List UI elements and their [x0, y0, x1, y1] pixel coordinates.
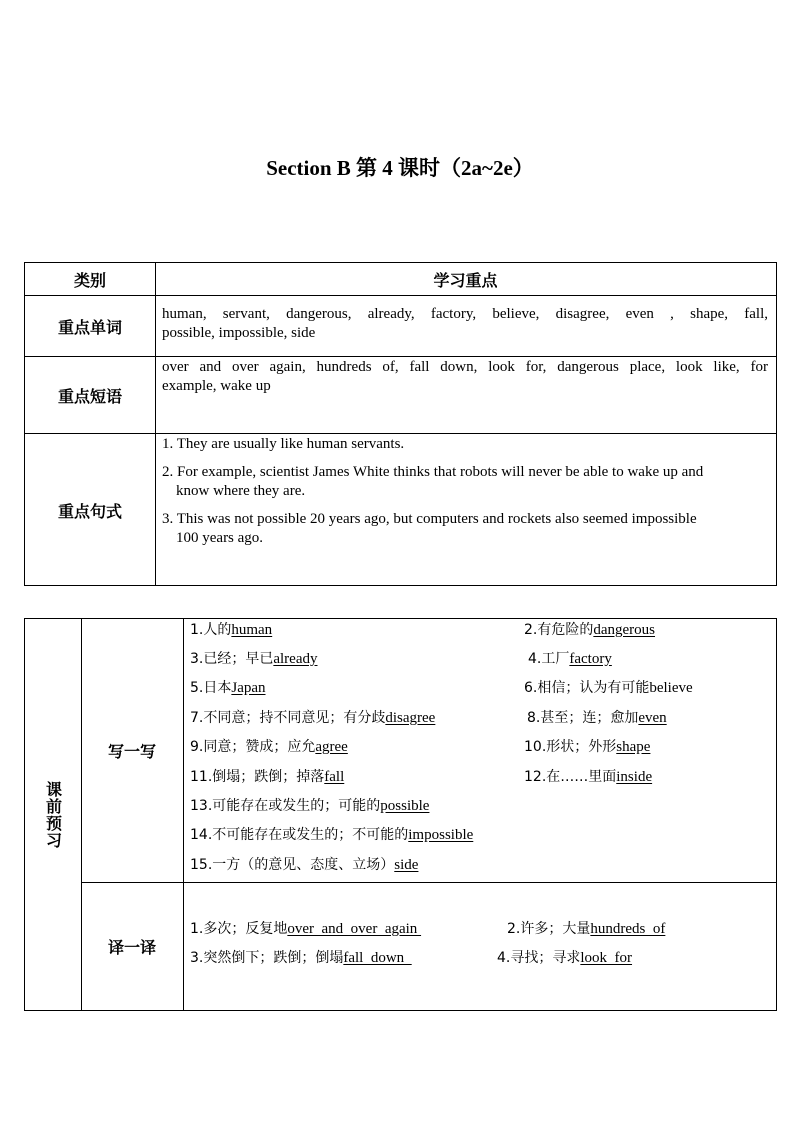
write-item-13 — [190, 797, 429, 815]
key-sentences-label: 重点句式 — [57, 501, 122, 521]
write-item-11 — [190, 768, 344, 786]
write-item-answer: disagree — [385, 710, 436, 726]
write-item-prompt: 3.已经；早已 — [190, 651, 274, 667]
write-item-answer: even — [638, 710, 667, 726]
key-phrases-line: example, wake up — [162, 378, 271, 394]
write-item-answer: Japan — [231, 680, 266, 696]
key-words-content — [162, 305, 768, 343]
translate-item-3 — [190, 949, 412, 967]
write-item-prompt: 15.一方（的意见、态度、立场） — [190, 857, 395, 873]
write-item-prompt: 12.在……里面 — [524, 769, 617, 785]
translate-item-prompt: 3.突然倒下；跌倒；倒塌 — [190, 950, 344, 966]
write-item-answer: already — [273, 651, 318, 667]
write-item-answer: shape — [616, 739, 651, 755]
study-focus-table — [24, 262, 777, 586]
write-item-prompt: 13.可能存在或发生的；可能的 — [190, 798, 381, 814]
key-phrases-label: 重点短语 — [57, 386, 122, 406]
column-divider — [183, 619, 184, 1010]
write-item-answer: side — [394, 857, 419, 873]
write-item-answer: factory — [569, 651, 612, 667]
write-item-14 — [190, 826, 473, 844]
write-item-answer: possible — [380, 798, 430, 814]
translate-item-answer: hundreds of — [590, 921, 666, 937]
preview-side-label-text: 课前预习 — [43, 780, 63, 849]
sentence-3 — [162, 510, 766, 548]
sentence-3-line: 100 years ago. — [176, 530, 264, 546]
write-item-answer: impossible — [408, 827, 474, 843]
write-item-prompt: 2.有危险的 — [524, 622, 594, 638]
write-item-5 — [190, 679, 266, 697]
write-item-2 — [524, 621, 655, 639]
header-focus: 学习重点 — [433, 270, 498, 290]
write-item-prompt: 7.不同意；持不同意见；有分歧 — [190, 710, 386, 726]
write-item-10 — [524, 738, 650, 756]
write-section-label: 写一写 — [107, 742, 156, 761]
translate-item-answer: over and over again — [287, 921, 422, 937]
page-title: Section B 第 4 课时（2a~2e） — [266, 156, 534, 180]
write-item-8 — [527, 709, 667, 727]
write-item-6 — [524, 679, 693, 697]
key-words-line: human, servant, dangerous, already, factory, believe, disagree, even , shape, fall, — [162, 306, 768, 322]
write-item-prompt: 11.倒塌；跌倒；掉落 — [190, 769, 325, 785]
write-item-prompt: 4.工厂 — [528, 651, 570, 667]
write-item-answer: inside — [616, 769, 653, 785]
write-item-12 — [524, 768, 652, 786]
write-item-prompt: 14.不可能存在或发生的；不可能的 — [190, 827, 409, 843]
header-category: 类别 — [73, 270, 106, 290]
write-item-9 — [190, 738, 348, 756]
preview-side-label — [25, 619, 81, 1010]
column-divider — [155, 263, 156, 585]
translate-item-prompt: 1.多次；反复地 — [190, 921, 288, 937]
write-item-1 — [190, 621, 272, 639]
sentence-2-line: know where they are. — [176, 483, 306, 499]
write-item-7 — [190, 709, 435, 727]
translate-section-label: 译一译 — [107, 938, 156, 957]
translate-item-prompt: 2.许多；大量 — [507, 921, 591, 937]
write-item-3 — [190, 650, 318, 668]
write-item-4 — [528, 650, 612, 668]
translate-item-answer: fall down — [343, 950, 412, 966]
preview-table — [24, 618, 777, 1011]
write-item-answer: believe — [649, 680, 693, 696]
translate-item-answer: look for — [580, 950, 633, 966]
key-words-line: possible, impossible, side — [162, 325, 316, 341]
write-item-answer: fall — [324, 769, 345, 785]
write-item-prompt: 8.甚至；连；愈加 — [527, 710, 639, 726]
write-item-prompt: 1.人的 — [190, 622, 232, 638]
sentence-2 — [162, 463, 766, 501]
sentence-3-line: 3. This was not possible 20 years ago, but computers and rockets also seemed impossible — [162, 511, 697, 527]
write-item-answer: dangerous — [593, 622, 656, 638]
sentence-2-line: 2. For example, scientist James White thinks that robots will never be able to wake up and — [162, 464, 704, 480]
translate-item-prompt: 4.寻找；寻求 — [497, 950, 581, 966]
translate-item-4 — [497, 949, 632, 967]
write-item-answer: human — [231, 622, 273, 638]
write-item-answer: agree — [315, 739, 348, 755]
translate-item-2 — [507, 920, 665, 938]
key-phrases-line: over and over again, hundreds of, fall down, look for, dangerous place, look like, for — [162, 359, 768, 375]
write-item-15 — [190, 856, 418, 874]
key-words-label: 重点单词 — [57, 317, 122, 337]
sentence-1: 1. They are usually like human servants. — [162, 436, 405, 452]
write-item-prompt: 6.相信；认为有可能 — [524, 680, 650, 696]
row-divider — [81, 882, 776, 883]
translate-item-1 — [190, 920, 421, 938]
write-item-prompt: 5.日本 — [190, 680, 232, 696]
write-item-prompt: 9.同意；赞成；应允 — [190, 739, 316, 755]
key-phrases-content — [162, 358, 768, 396]
write-item-prompt: 10.形状；外形 — [524, 739, 617, 755]
